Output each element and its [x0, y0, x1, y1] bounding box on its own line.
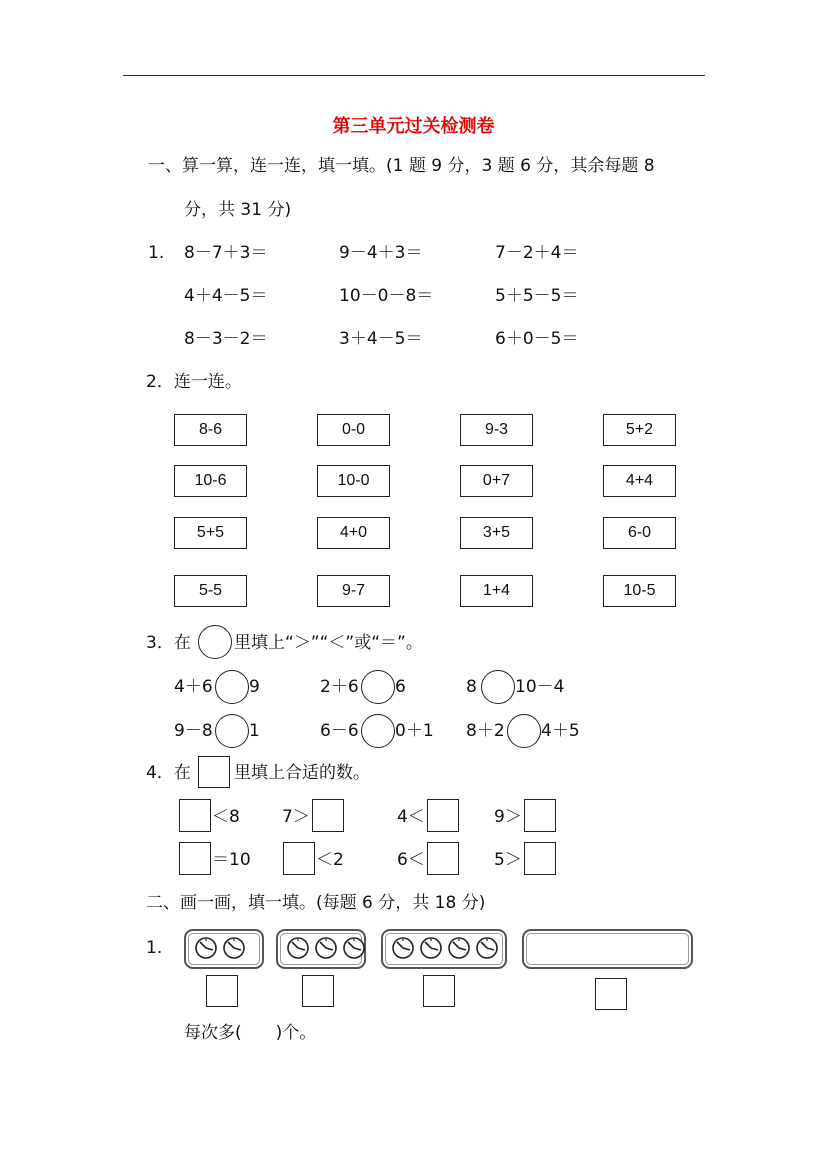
answer-box	[312, 799, 344, 832]
section1-heading-line2: 分，共 31 分)	[184, 200, 292, 220]
answer-box	[179, 799, 211, 832]
match-card: 9-3	[460, 414, 533, 446]
compare-right: 9	[249, 677, 260, 697]
clock-icon	[194, 936, 218, 960]
header-rule	[123, 75, 705, 76]
equation: 8－7＋3＝	[184, 243, 268, 263]
match-card: 0+7	[460, 465, 533, 497]
equation: 9－4＋3＝	[339, 243, 423, 263]
equation: 4＋4－5＝	[184, 286, 268, 306]
s2-q1-note: 每次多( )个。	[184, 1023, 317, 1043]
compare-right: 6	[395, 677, 406, 697]
equation: 8－3－2＝	[184, 329, 268, 349]
q2-label: 2．连一连。	[146, 372, 242, 392]
compare-left: 6－6	[320, 721, 359, 741]
compare-left: 9－8	[174, 721, 213, 741]
equation: 3＋4－5＝	[339, 329, 423, 349]
fill-right: ＜8	[212, 807, 240, 827]
count-box	[302, 975, 334, 1007]
count-box	[423, 975, 455, 1007]
q4-prefix: 4．在	[146, 763, 191, 783]
q3-suffix: 里填上“＞”“＜”或“＝”。	[234, 633, 423, 653]
count-box	[206, 975, 238, 1007]
match-card: 6-0	[603, 517, 676, 549]
s2-q1-label: 1.	[146, 938, 163, 958]
compare-circle	[481, 670, 515, 704]
match-card: 5+5	[174, 517, 247, 549]
clock-icon	[475, 936, 499, 960]
q3-prefix: 3．在	[146, 633, 191, 653]
compare-left: 8＋2	[466, 721, 505, 741]
q3-sample-circle-icon	[198, 625, 232, 659]
clock-icon	[342, 936, 366, 960]
equation: 6＋0－5＝	[495, 329, 579, 349]
match-card: 5-5	[174, 575, 247, 607]
count-box	[595, 978, 627, 1010]
match-card: 4+4	[603, 465, 676, 497]
answer-box	[179, 842, 211, 875]
answer-box	[283, 842, 315, 875]
compare-right: 0＋1	[395, 721, 434, 741]
answer-box	[427, 842, 459, 875]
compare-left: 4＋6	[174, 677, 213, 697]
answer-box	[427, 799, 459, 832]
clock-icon	[286, 936, 310, 960]
answer-box	[524, 799, 556, 832]
match-card: 9-7	[317, 575, 390, 607]
compare-circle	[361, 714, 395, 748]
match-card: 8-6	[174, 414, 247, 446]
q4-suffix: 里填上合适的数。	[234, 763, 370, 783]
match-card: 1+4	[460, 575, 533, 607]
match-card: 10-5	[603, 575, 676, 607]
fill-left: 6＜	[397, 850, 425, 870]
equation: 10－0－8＝	[339, 286, 434, 306]
fill-right: ＜2	[316, 850, 344, 870]
plate	[522, 929, 693, 969]
answer-box	[524, 842, 556, 875]
match-card: 10-6	[174, 465, 247, 497]
match-card: 3+5	[460, 517, 533, 549]
clock-icon	[419, 936, 443, 960]
match-card: 5+2	[603, 414, 676, 446]
match-card: 10-0	[317, 465, 390, 497]
compare-right: 1	[249, 721, 260, 741]
page-title: 第三单元过关检测卷	[332, 116, 495, 137]
compare-right: 10－4	[515, 677, 565, 697]
compare-circle	[215, 670, 249, 704]
compare-circle	[361, 670, 395, 704]
equation: 5＋5－5＝	[495, 286, 579, 306]
clock-icon	[391, 936, 415, 960]
fill-right: ＝10	[212, 850, 251, 870]
clock-icon	[222, 936, 246, 960]
compare-left: 2＋6	[320, 677, 359, 697]
q4-sample-square-icon	[198, 756, 230, 788]
clock-icon	[447, 936, 471, 960]
match-card: 0-0	[317, 414, 390, 446]
fill-left: 9＞	[494, 807, 522, 827]
compare-circle	[215, 714, 249, 748]
q1-label: 1.	[148, 243, 165, 263]
clock-icon	[314, 936, 338, 960]
compare-right: 4＋5	[541, 721, 580, 741]
fill-left: 4＜	[397, 807, 425, 827]
equation: 7－2＋4＝	[495, 243, 579, 263]
fill-left: 5＞	[494, 850, 522, 870]
match-card: 4+0	[317, 517, 390, 549]
compare-circle	[507, 714, 541, 748]
compare-left: 8	[466, 677, 477, 697]
fill-left: 7＞	[282, 807, 310, 827]
section1-heading-line1: 一、算一算，连一连，填一填。(1 题 9 分，3 题 6 分，其余每题 8	[148, 156, 655, 176]
section2-heading: 二、画一画，填一填。(每题 6 分，共 18 分)	[146, 893, 486, 913]
